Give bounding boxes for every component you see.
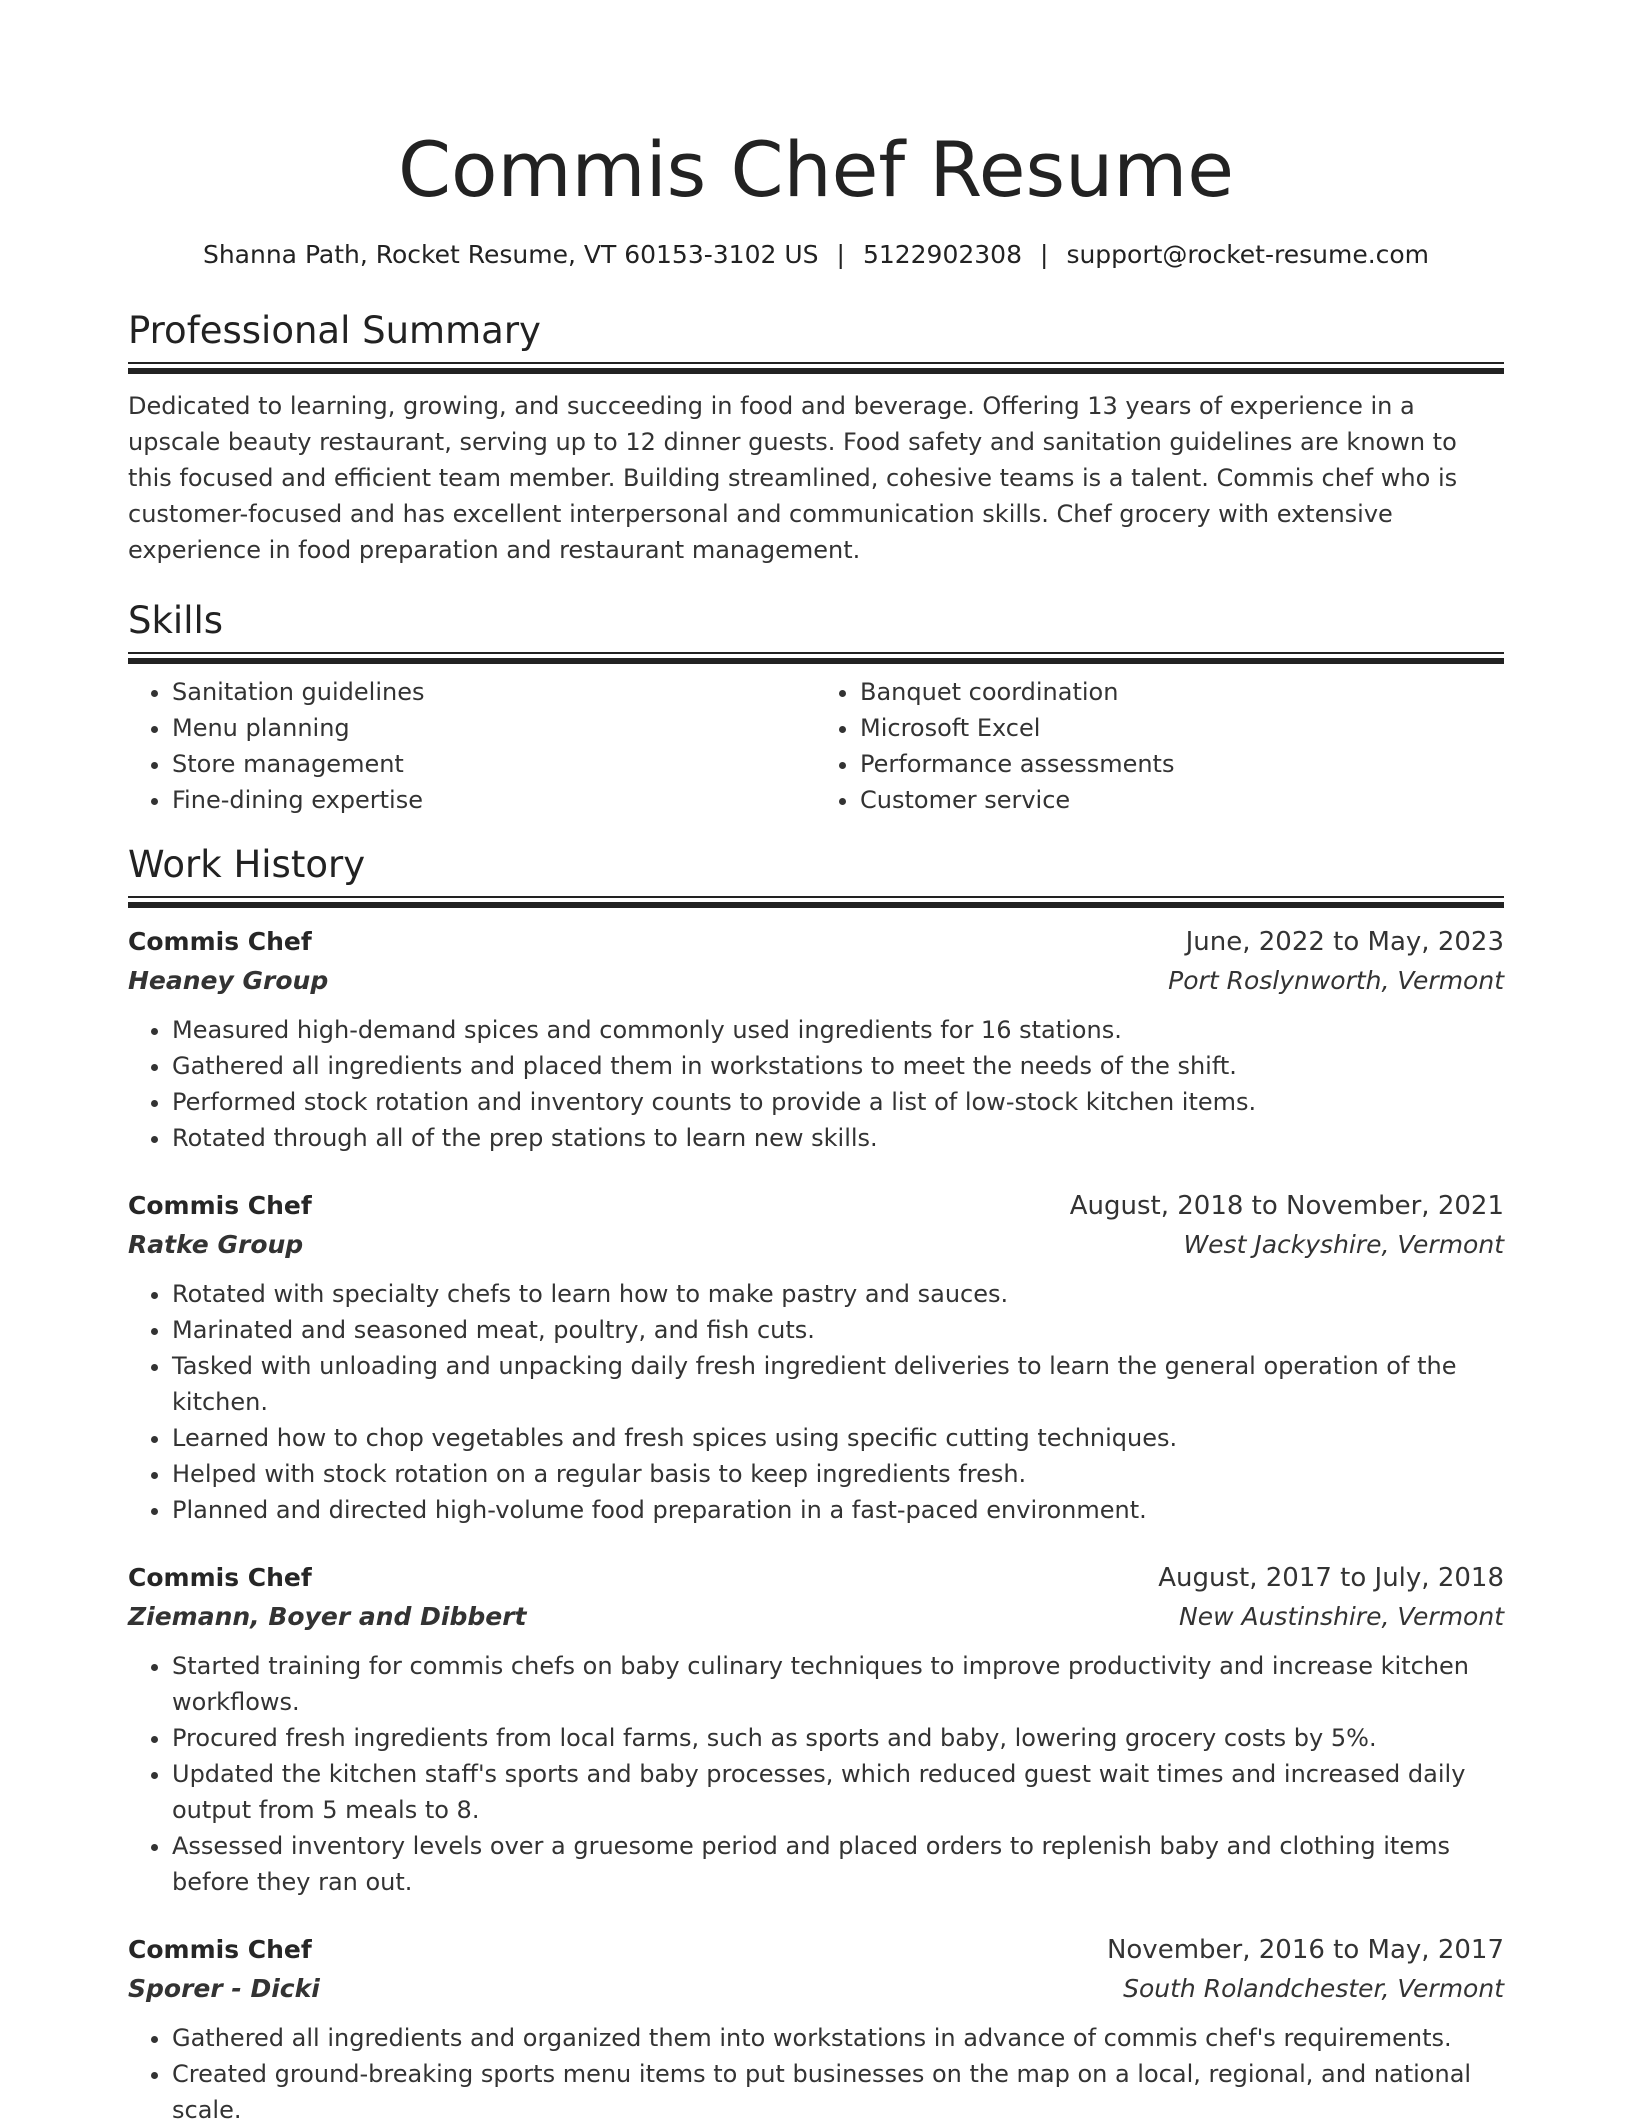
job-bullet: • Planned and directed high-volume food preparation in a fast-paced environment. — [172, 1492, 1504, 1528]
job-bullets — [128, 1648, 1504, 1900]
job-bullet: • Started training for commis chefs on baby culinary techniques to improve productivity and increase kitchen workflows. — [172, 1648, 1504, 1720]
job-bullet: • Procured fresh ingredients from local farms, such as sports and baby, lowering grocery costs by 5%. — [172, 1720, 1504, 1756]
job-dates: August, 2017 to July, 2018 — [1158, 1563, 1504, 1593]
job-bullet: • Gathered all ingredients and placed them in workstations to meet the needs of the shift. — [172, 1048, 1504, 1084]
section-heading-summary: Professional Summary — [128, 309, 541, 352]
contact-email: support@rocket-resume.com — [1066, 240, 1430, 269]
job-bullet: • Marinated and seasoned meat, poultry, and fish cuts. — [172, 1312, 1504, 1348]
skills-column-left — [128, 674, 816, 818]
resume-title: Commis Chef Resume — [397, 125, 1235, 214]
job-location: South Rolandchester, Vermont — [1123, 1974, 1504, 2003]
job-company: Sporer - Dicki — [128, 1974, 320, 2003]
work-history-section — [128, 840, 1504, 2128]
skill-item: • Banquet coordination — [860, 674, 1504, 710]
job-bullets — [128, 1276, 1504, 1528]
job-bullet: • Learned how to chop vegetables and fresh spices using specific cutting techniques. — [172, 1420, 1504, 1456]
skill-item: • Fine-dining expertise — [172, 782, 816, 818]
job-bullet: • Rotated through all of the prep stations to learn new skills. — [172, 1120, 1504, 1156]
skill-item: • Menu planning — [172, 710, 816, 746]
job-company: Heaney Group — [128, 966, 329, 995]
job-bullet: • Created ground-breaking sports menu items to put businesses on the map on a local, regional, and national scale. — [172, 2056, 1504, 2128]
contact-line — [128, 238, 1504, 272]
job-entry — [128, 1930, 1504, 2128]
section-heading-work: Work History — [128, 843, 366, 886]
job-bullet: • Helped with stock rotation on a regular basis to keep ingredients fresh. — [172, 1456, 1504, 1492]
job-bullet: • Assessed inventory levels over a gruesome period and placed orders to replenish baby and clothing items before they ran out. — [172, 1828, 1504, 1900]
section-divider — [128, 652, 1504, 664]
job-dates: June, 2022 to May, 2023 — [1185, 927, 1504, 957]
job-bullets — [128, 1012, 1504, 1156]
job-location: West Jackyshire, Vermont — [1183, 1230, 1504, 1259]
skill-item: • Store management — [172, 746, 816, 782]
section-heading-skills: Skills — [128, 599, 224, 642]
job-bullet: • Measured high-demand spices and commonly used ingredients for 16 stations. — [172, 1012, 1504, 1048]
job-title: Commis Chef — [128, 1191, 312, 1220]
job-company: Ratke Group — [128, 1230, 304, 1259]
contact-separator: | — [1040, 240, 1049, 269]
job-location: Port Roslynworth, Vermont — [1168, 966, 1504, 995]
skill-item: • Customer service — [860, 782, 1504, 818]
professional-summary-section — [128, 306, 1504, 568]
job-company: Ziemann, Boyer and Dibbert — [128, 1602, 527, 1631]
skills-section — [128, 596, 1504, 818]
job-title: Commis Chef — [128, 1935, 312, 1964]
job-bullet: • Rotated with specialty chefs to learn how to make pastry and sauces. — [172, 1276, 1504, 1312]
skill-item: • Sanitation guidelines — [172, 674, 816, 710]
job-dates: August, 2018 to November, 2021 — [1069, 1191, 1504, 1221]
job-location: New Austinshire, Vermont — [1179, 1602, 1504, 1631]
job-title: Commis Chef — [128, 1563, 312, 1592]
skill-item: • Microsoft Excel — [860, 710, 1504, 746]
job-title: Commis Chef — [128, 927, 312, 956]
skills-column-right — [816, 674, 1504, 818]
job-bullet: • Tasked with unloading and unpacking daily fresh ingredient deliveries to learn the general operation of the kitchen. — [172, 1348, 1504, 1420]
job-entry — [128, 1558, 1504, 1900]
contact-separator: | — [836, 240, 845, 269]
job-dates: November, 2016 to May, 2017 — [1106, 1935, 1504, 1965]
job-bullet: • Performed stock rotation and inventory counts to provide a list of low-stock kitchen items. — [172, 1084, 1504, 1120]
section-divider — [128, 362, 1504, 374]
job-entry — [128, 1186, 1504, 1528]
job-bullet: • Gathered all ingredients and organized them into workstations in advance of commis chef's requirements. — [172, 2020, 1504, 2056]
contact-address: Shanna Path, Rocket Resume, VT 60153-3102 US — [202, 240, 819, 269]
section-divider — [128, 896, 1504, 908]
summary-text: Dedicated to learning, growing, and succeeding in food and beverage. Offering 13 years of experience in a upscale beauty restaurant, serving up to 12 dinner guests. Food safety and sanitation guidelines are known to this focused and efficient team member. Building streamlined, cohesive teams is a talent. Commis chef who is customer-focused and has excellent interpersonal and communication skills. Chef grocery with extensive experience in food preparation and restaurant management. — [128, 392, 1458, 564]
job-entry — [128, 922, 1504, 1156]
skill-item: • Performance assessments — [860, 746, 1504, 782]
skills-grid — [128, 674, 1504, 818]
contact-phone: 5122902308 — [862, 240, 1022, 269]
resume-page — [128, 0, 1504, 2128]
job-bullet: • Updated the kitchen staff's sports and baby processes, which reduced guest wait times and increased daily output from 5 meals to 8. — [172, 1756, 1504, 1828]
